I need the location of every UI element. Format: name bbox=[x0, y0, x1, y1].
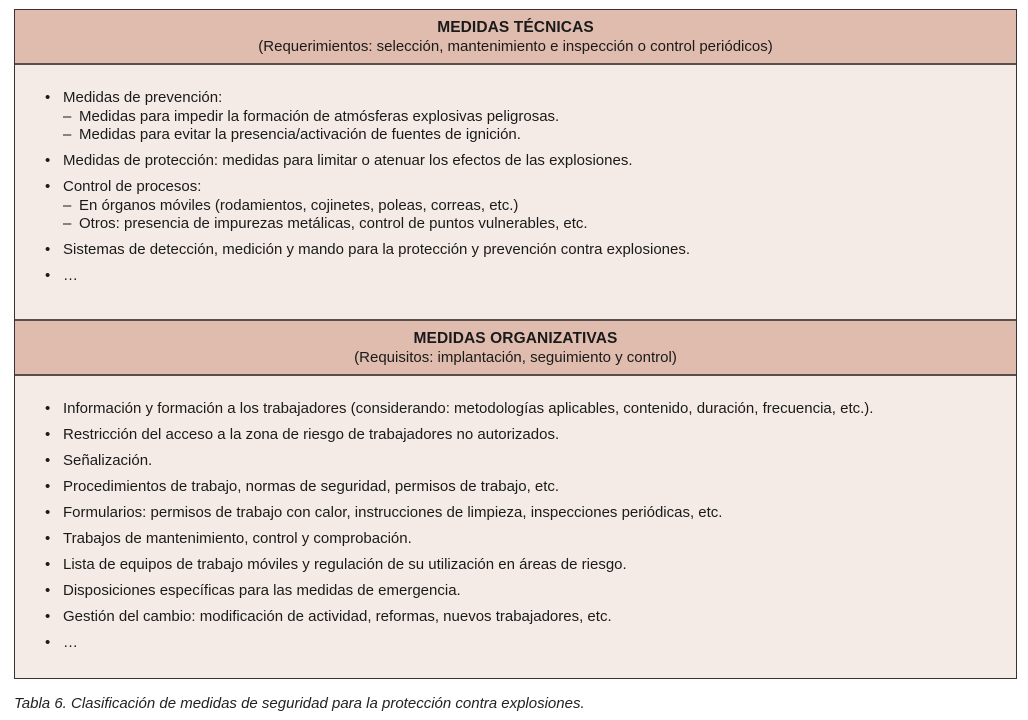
bullet-icon: • bbox=[45, 241, 51, 258]
list-item-text: Formularios: permisos de trabajo con calor, instrucciones de limpieza, inspecciones periódicas, etc. bbox=[63, 504, 723, 521]
list-item bbox=[45, 582, 1016, 601]
sub-list-item-text: En órganos móviles (rodamientos, cojinetes, poleas, correas, etc.) bbox=[79, 196, 519, 214]
list-item-text: Medidas de prevención: bbox=[63, 89, 223, 106]
sub-list-item bbox=[63, 126, 1016, 145]
section-header-organizational bbox=[15, 319, 1016, 376]
list-item bbox=[45, 426, 1016, 445]
list-item-text: Sistemas de detección, medición y mando para la protección y prevención contra explosiones. bbox=[63, 241, 691, 258]
list-item bbox=[45, 530, 1016, 549]
bullet-icon: • bbox=[45, 267, 51, 284]
list-item-text: Lista de equipos de trabajo móviles y regulación de su utilización en áreas de riesgo. bbox=[63, 556, 627, 573]
sub-list-item-text: Medidas para impedir la formación de atmósferas explosivas peligrosas. bbox=[79, 107, 560, 125]
section-header-technical bbox=[15, 10, 1016, 65]
list-item-text: Trabajos de mantenimiento, control y comprobación. bbox=[63, 530, 412, 547]
measures-table bbox=[14, 9, 1017, 679]
bullet-icon: • bbox=[45, 152, 51, 169]
bullet-icon: • bbox=[45, 530, 51, 547]
list-item-text: Señalización. bbox=[63, 452, 153, 469]
list-item-text: Restricción del acceso a la zona de riesgo de trabajadores no autorizados. bbox=[63, 426, 560, 443]
sub-list bbox=[63, 108, 1016, 145]
list-item bbox=[45, 478, 1016, 497]
list-item bbox=[45, 400, 1016, 419]
list-item bbox=[45, 152, 1016, 171]
bullet-icon: • bbox=[45, 608, 51, 625]
list-item-text: Medidas de protección: medidas para limitar o atenuar los efectos de las explosiones. bbox=[63, 152, 633, 169]
list-item-text: Procedimientos de trabajo, normas de seguridad, permisos de trabajo, etc. bbox=[63, 478, 560, 495]
section-subtitle: (Requisitos: implantación, seguimiento y control) bbox=[354, 349, 677, 366]
bullet-icon: • bbox=[45, 426, 51, 443]
bullet-icon: • bbox=[45, 504, 51, 521]
bullet-icon: • bbox=[45, 452, 51, 469]
list-item bbox=[45, 267, 1016, 286]
list-item bbox=[45, 89, 1016, 145]
list-item-text: Información y formación a los trabajadores (considerando: metodologías aplicables, contenido, duración, frecuencia, etc.). bbox=[63, 400, 874, 417]
table-caption: Tabla 6. Clasificación de medidas de seguridad para la protección contra explosiones. bbox=[14, 695, 585, 712]
bullet-icon: • bbox=[45, 634, 51, 651]
technical-measures-list bbox=[15, 89, 1016, 286]
section-body-technical bbox=[15, 65, 1016, 319]
dash-icon: – bbox=[63, 107, 72, 125]
sub-list-item bbox=[63, 197, 1016, 216]
list-item-text: Control de procesos: bbox=[63, 178, 202, 195]
list-item-text: … bbox=[63, 267, 78, 284]
sub-list-item-text: Medidas para evitar la presencia/activación de fuentes de ignición. bbox=[79, 126, 521, 143]
section-title: MEDIDAS TÉCNICAS bbox=[437, 19, 594, 36]
list-item-text: Disposiciones específicas para las medidas de emergencia. bbox=[63, 582, 461, 599]
bullet-icon: • bbox=[45, 478, 51, 495]
bullet-icon: • bbox=[45, 582, 51, 599]
sub-list-item-text: Otros: presencia de impurezas metálicas, control de puntos vulnerables, etc. bbox=[79, 215, 588, 232]
dash-icon: – bbox=[63, 215, 72, 232]
list-item-text: Gestión del cambio: modificación de actividad, reformas, nuevos trabajadores, etc. bbox=[63, 608, 612, 625]
section-subtitle: (Requerimientos: selección, mantenimiento e inspección o control periódicos) bbox=[258, 38, 773, 55]
section-body-organizational bbox=[15, 376, 1016, 678]
bullet-icon: • bbox=[45, 556, 51, 573]
dash-icon: – bbox=[63, 196, 72, 214]
list-item bbox=[45, 241, 1016, 260]
sub-list-item bbox=[63, 215, 1016, 234]
bullet-icon: • bbox=[45, 178, 51, 195]
list-item-text: … bbox=[63, 634, 78, 651]
list-item bbox=[45, 556, 1016, 575]
dash-icon: – bbox=[63, 126, 72, 143]
bullet-icon: • bbox=[45, 400, 51, 417]
list-item bbox=[45, 452, 1016, 471]
sub-list-item bbox=[63, 108, 1016, 127]
sub-list bbox=[63, 197, 1016, 234]
list-item bbox=[45, 608, 1016, 627]
list-item bbox=[45, 504, 1016, 523]
bullet-icon: • bbox=[45, 89, 51, 106]
organizational-measures-list bbox=[15, 400, 1016, 653]
list-item bbox=[45, 634, 1016, 653]
section-title: MEDIDAS ORGANIZATIVAS bbox=[413, 330, 618, 347]
list-item bbox=[45, 178, 1016, 234]
